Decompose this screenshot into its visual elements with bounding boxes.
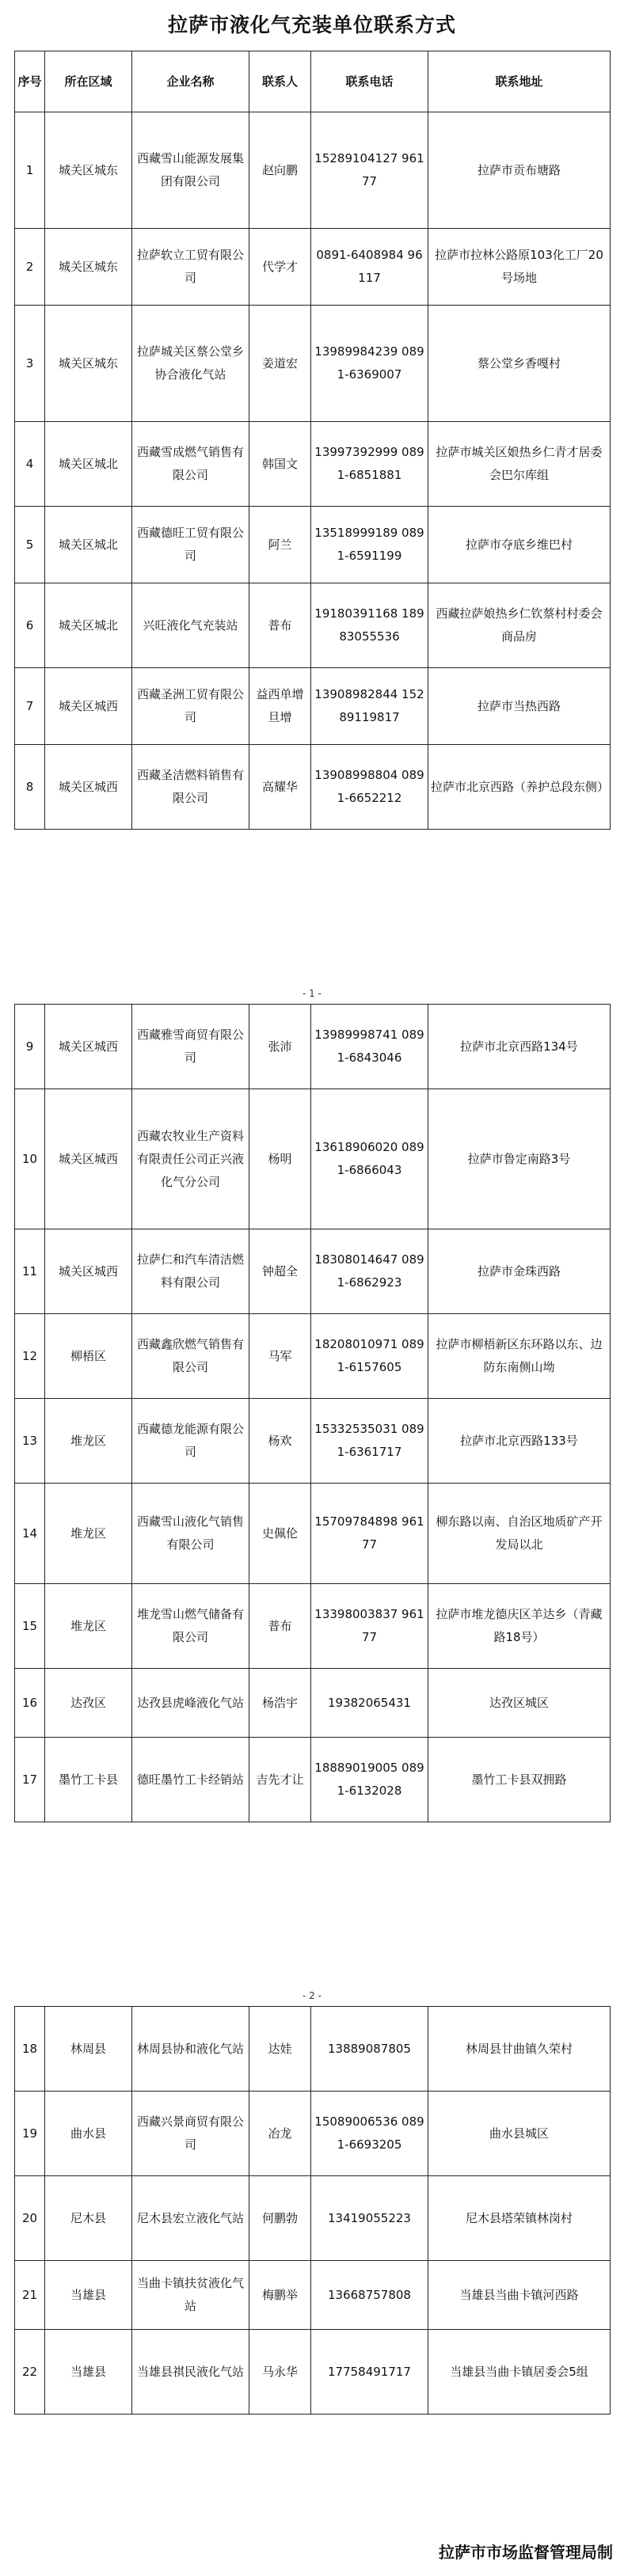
cell-district: 城关区城北 bbox=[45, 422, 132, 507]
cell-company: 西藏雅雪商贸有限公司 bbox=[132, 1005, 249, 1089]
table-row bbox=[15, 112, 611, 229]
table-row bbox=[15, 1584, 611, 1669]
cell-company: 拉萨仁和汽车清洁燃料有限公司 bbox=[132, 1229, 249, 1314]
cell-address: 拉萨市夺底乡维巴村 bbox=[428, 507, 611, 583]
header-contact: 联系人 bbox=[249, 51, 311, 112]
cell-company: 西藏德旺工贸有限公司 bbox=[132, 507, 249, 583]
table-row bbox=[15, 1484, 611, 1584]
cell-company: 堆龙雪山燃气储备有限公司 bbox=[132, 1584, 249, 1669]
cell-address: 拉萨市北京西路134号 bbox=[428, 1005, 611, 1089]
cell-no: 5 bbox=[15, 507, 45, 583]
table-row bbox=[15, 745, 611, 830]
table-row bbox=[15, 1314, 611, 1399]
table-row bbox=[15, 668, 611, 745]
header-phone: 联系电话 bbox=[311, 51, 428, 112]
cell-no: 10 bbox=[15, 1089, 45, 1229]
cell-contact: 益西单增旦增 bbox=[249, 668, 311, 745]
cell-no: 12 bbox=[15, 1314, 45, 1399]
cell-no: 6 bbox=[15, 583, 45, 668]
cell-company: 尼木县宏立液化气站 bbox=[132, 2176, 249, 2261]
cell-company: 西藏雪山能源发展集团有限公司 bbox=[132, 112, 249, 229]
cell-phone: 18308014647 0891-6862923 bbox=[311, 1229, 428, 1314]
cell-contact: 杨欢 bbox=[249, 1399, 311, 1484]
cell-no: 20 bbox=[15, 2176, 45, 2261]
cell-phone: 13908998804 0891-6652212 bbox=[311, 745, 428, 830]
cell-district: 城关区城东 bbox=[45, 112, 132, 229]
cell-no: 15 bbox=[15, 1584, 45, 1669]
cell-address: 墨竹工卡县双拥路 bbox=[428, 1738, 611, 1822]
cell-contact: 何鹏勃 bbox=[249, 2176, 311, 2261]
cell-contact: 马军 bbox=[249, 1314, 311, 1399]
contact-table-page-1 bbox=[14, 51, 611, 830]
cell-contact: 姜道宏 bbox=[249, 306, 311, 422]
cell-phone: 15089006536 0891-6693205 bbox=[311, 2092, 428, 2176]
cell-no: 19 bbox=[15, 2092, 45, 2176]
cell-district: 曲水县 bbox=[45, 2092, 132, 2176]
issuer-footer: 拉萨市市场监督管理局制 bbox=[439, 2543, 613, 2562]
cell-contact: 赵向鹏 bbox=[249, 112, 311, 229]
cell-address: 当雄县当曲卡镇居委会5组 bbox=[428, 2330, 611, 2415]
cell-company: 西藏农牧业生产资料有限责任公司正兴液化气分公司 bbox=[132, 1089, 249, 1229]
cell-company: 兴旺液化气充装站 bbox=[132, 583, 249, 668]
cell-address: 拉萨市堆龙德庆区羊达乡（青藏路18号） bbox=[428, 1584, 611, 1669]
cell-district: 林周县 bbox=[45, 2007, 132, 2092]
cell-phone: 15289104127 96177 bbox=[311, 112, 428, 229]
cell-company: 拉萨软立工贸有限公司 bbox=[132, 229, 249, 306]
table-row bbox=[15, 1738, 611, 1822]
header-company: 企业名称 bbox=[132, 51, 249, 112]
cell-phone: 15709784898 96177 bbox=[311, 1484, 428, 1584]
cell-district: 城关区城西 bbox=[45, 1005, 132, 1089]
cell-phone: 15332535031 0891-6361717 bbox=[311, 1399, 428, 1484]
contact-table-page-3 bbox=[14, 2006, 611, 2415]
cell-contact: 阿兰 bbox=[249, 507, 311, 583]
table-row bbox=[15, 2330, 611, 2415]
cell-contact: 杨明 bbox=[249, 1089, 311, 1229]
cell-no: 7 bbox=[15, 668, 45, 745]
table-row bbox=[15, 1005, 611, 1089]
cell-no: 1 bbox=[15, 112, 45, 229]
cell-address: 曲水县城区 bbox=[428, 2092, 611, 2176]
table-row bbox=[15, 2092, 611, 2176]
table-row bbox=[15, 507, 611, 583]
cell-address: 拉萨市柳梧新区东环路以东、边防东南侧山坳 bbox=[428, 1314, 611, 1399]
cell-phone: 13889087805 bbox=[311, 2007, 428, 2092]
table-row bbox=[15, 1229, 611, 1314]
cell-no: 3 bbox=[15, 306, 45, 422]
cell-company: 当曲卡镇扶贫液化气站 bbox=[132, 2261, 249, 2330]
cell-company: 拉萨城关区蔡公堂乡协合液化气站 bbox=[132, 306, 249, 422]
cell-no: 14 bbox=[15, 1484, 45, 1584]
table-row bbox=[15, 1089, 611, 1229]
cell-phone: 19382065431 bbox=[311, 1669, 428, 1738]
cell-address: 拉萨市城关区娘热乡仁青才居委会巴尔库组 bbox=[428, 422, 611, 507]
table-header-row bbox=[15, 51, 611, 112]
cell-address: 柳东路以南、自治区地质矿产开发局以北 bbox=[428, 1484, 611, 1584]
cell-phone: 18889019005 0891-6132028 bbox=[311, 1738, 428, 1822]
cell-company: 德旺墨竹工卡经销站 bbox=[132, 1738, 249, 1822]
cell-no: 21 bbox=[15, 2261, 45, 2330]
cell-district: 堆龙区 bbox=[45, 1399, 132, 1484]
header-district: 所在区域 bbox=[45, 51, 132, 112]
cell-district: 墨竹工卡县 bbox=[45, 1738, 132, 1822]
cell-no: 8 bbox=[15, 745, 45, 830]
cell-phone: 13668757808 bbox=[311, 2261, 428, 2330]
cell-contact: 韩国文 bbox=[249, 422, 311, 507]
cell-address: 拉萨市北京西路133号 bbox=[428, 1399, 611, 1484]
cell-address: 蔡公堂乡香嘎村 bbox=[428, 306, 611, 422]
table-row bbox=[15, 422, 611, 507]
cell-contact: 张沛 bbox=[249, 1005, 311, 1089]
cell-company: 西藏德龙能源有限公司 bbox=[132, 1399, 249, 1484]
cell-address: 拉萨市金珠西路 bbox=[428, 1229, 611, 1314]
cell-district: 城关区城北 bbox=[45, 507, 132, 583]
cell-contact: 梅鹏举 bbox=[249, 2261, 311, 2330]
cell-contact: 达娃 bbox=[249, 2007, 311, 2092]
cell-address: 达孜区城区 bbox=[428, 1669, 611, 1738]
cell-district: 尼木县 bbox=[45, 2176, 132, 2261]
page-number: - 1 - bbox=[302, 988, 322, 999]
cell-no: 16 bbox=[15, 1669, 45, 1738]
table-row bbox=[15, 2176, 611, 2261]
cell-no: 22 bbox=[15, 2330, 45, 2415]
cell-company: 西藏兴景商贸有限公司 bbox=[132, 2092, 249, 2176]
table-row bbox=[15, 306, 611, 422]
table-row bbox=[15, 2007, 611, 2092]
cell-contact: 普布 bbox=[249, 583, 311, 668]
header-address: 联系地址 bbox=[428, 51, 611, 112]
cell-address: 拉萨市当热西路 bbox=[428, 668, 611, 745]
cell-contact: 马永华 bbox=[249, 2330, 311, 2415]
cell-company: 西藏雪成燃气销售有限公司 bbox=[132, 422, 249, 507]
cell-district: 柳梧区 bbox=[45, 1314, 132, 1399]
cell-company: 西藏鑫欣燃气销售有限公司 bbox=[132, 1314, 249, 1399]
cell-no: 18 bbox=[15, 2007, 45, 2092]
cell-phone: 19180391168 18983055536 bbox=[311, 583, 428, 668]
cell-company: 达孜县虎峰液化气站 bbox=[132, 1669, 249, 1738]
cell-address: 拉萨市拉林公路原103化工厂20号场地 bbox=[428, 229, 611, 306]
page-number: - 2 - bbox=[302, 1990, 322, 2001]
cell-phone: 13419055223 bbox=[311, 2176, 428, 2261]
cell-address: 拉萨市鲁定南路3号 bbox=[428, 1089, 611, 1229]
cell-district: 城关区城北 bbox=[45, 583, 132, 668]
header-no: 序号 bbox=[15, 51, 45, 112]
cell-no: 17 bbox=[15, 1738, 45, 1822]
cell-contact: 高耀华 bbox=[249, 745, 311, 830]
cell-district: 城关区城西 bbox=[45, 745, 132, 830]
table-row bbox=[15, 1669, 611, 1738]
cell-contact: 代学才 bbox=[249, 229, 311, 306]
cell-phone: 13989998741 0891-6843046 bbox=[311, 1005, 428, 1089]
cell-district: 当雄县 bbox=[45, 2330, 132, 2415]
cell-district: 城关区城东 bbox=[45, 229, 132, 306]
cell-no: 2 bbox=[15, 229, 45, 306]
cell-district: 城关区城东 bbox=[45, 306, 132, 422]
cell-company: 西藏圣洁燃料销售有限公司 bbox=[132, 745, 249, 830]
cell-district: 当雄县 bbox=[45, 2261, 132, 2330]
cell-company: 西藏雪山液化气销售有限公司 bbox=[132, 1484, 249, 1584]
cell-contact: 冶龙 bbox=[249, 2092, 311, 2176]
cell-phone: 13518999189 0891-6591199 bbox=[311, 507, 428, 583]
table-row bbox=[15, 583, 611, 668]
cell-phone: 17758491717 bbox=[311, 2330, 428, 2415]
cell-district: 堆龙区 bbox=[45, 1484, 132, 1584]
cell-district: 城关区城西 bbox=[45, 668, 132, 745]
cell-no: 13 bbox=[15, 1399, 45, 1484]
cell-address: 林周县甘曲镇久荣村 bbox=[428, 2007, 611, 2092]
cell-district: 达孜区 bbox=[45, 1669, 132, 1738]
contact-table-page-2 bbox=[14, 1004, 611, 1822]
cell-phone: 18208010971 0891-6157605 bbox=[311, 1314, 428, 1399]
table-row bbox=[15, 1399, 611, 1484]
cell-phone: 13989984239 0891-6369007 bbox=[311, 306, 428, 422]
cell-phone: 13618906020 0891-6866043 bbox=[311, 1089, 428, 1229]
table-row bbox=[15, 2261, 611, 2330]
cell-phone: 0891-6408984 96117 bbox=[311, 229, 428, 306]
cell-contact: 钟超全 bbox=[249, 1229, 311, 1314]
cell-district: 城关区城西 bbox=[45, 1089, 132, 1229]
cell-no: 9 bbox=[15, 1005, 45, 1089]
cell-contact: 普布 bbox=[249, 1584, 311, 1669]
cell-no: 11 bbox=[15, 1229, 45, 1314]
cell-address: 尼木县塔荣镇林岗村 bbox=[428, 2176, 611, 2261]
document-title: 拉萨市液化气充装单位联系方式 bbox=[167, 13, 456, 36]
cell-phone: 13398003837 96177 bbox=[311, 1584, 428, 1669]
cell-company: 当雄县祺民液化气站 bbox=[132, 2330, 249, 2415]
cell-phone: 13997392999 0891-6851881 bbox=[311, 422, 428, 507]
cell-contact: 史佩伦 bbox=[249, 1484, 311, 1584]
cell-company: 林周县协和液化气站 bbox=[132, 2007, 249, 2092]
cell-company: 西藏圣洲工贸有限公司 bbox=[132, 668, 249, 745]
cell-phone: 13908982844 15289119817 bbox=[311, 668, 428, 745]
cell-address: 西藏拉萨娘热乡仁钦蔡村村委会商品房 bbox=[428, 583, 611, 668]
table-row bbox=[15, 229, 611, 306]
cell-district: 堆龙区 bbox=[45, 1584, 132, 1669]
cell-address: 拉萨市北京西路（养护总段东侧） bbox=[428, 745, 611, 830]
cell-district: 城关区城西 bbox=[45, 1229, 132, 1314]
cell-address: 拉萨市贡布塘路 bbox=[428, 112, 611, 229]
cell-no: 4 bbox=[15, 422, 45, 507]
cell-contact: 吉先才让 bbox=[249, 1738, 311, 1822]
cell-address: 当雄县当曲卡镇河西路 bbox=[428, 2261, 611, 2330]
cell-contact: 杨浩宇 bbox=[249, 1669, 311, 1738]
